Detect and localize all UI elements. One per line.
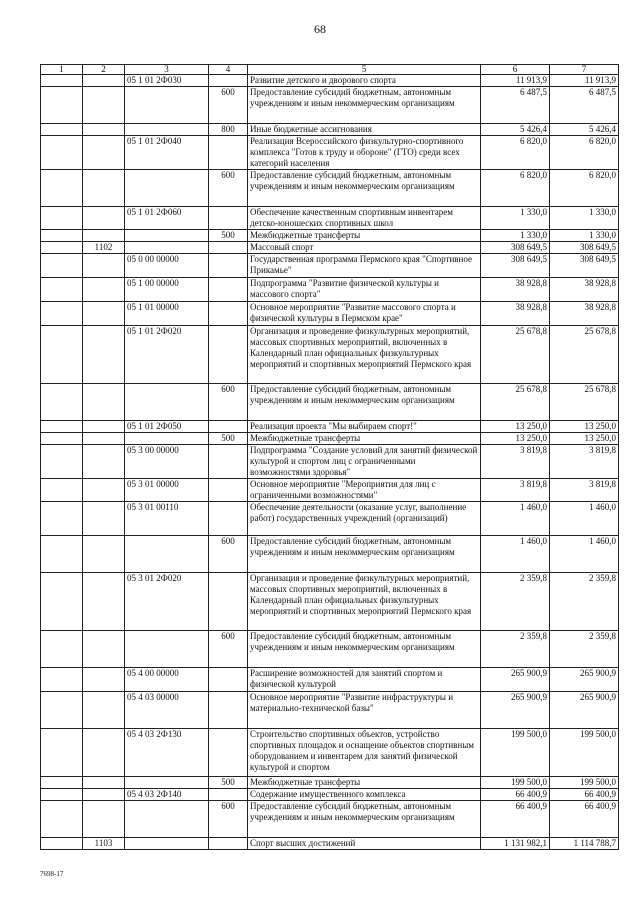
cell-subsection (83, 433, 125, 445)
cell-amount-2: 1 330,0 (550, 230, 619, 242)
cell-section (41, 479, 83, 502)
table-row (41, 326, 619, 384)
cell-amount-2: 6 820,0 (550, 170, 619, 207)
cell-amount-1: 5 426,4 (481, 124, 550, 136)
table-row (41, 421, 619, 433)
cell-expense-type: 800 (209, 124, 248, 136)
table-row (41, 631, 619, 668)
cell-amount-1: 308 649,5 (481, 242, 550, 254)
cell-amount-2: 1 460,0 (550, 536, 619, 573)
cell-target-article (125, 384, 209, 421)
cell-expense-type (209, 789, 248, 801)
cell-target-article (125, 777, 209, 789)
cell-subsection (83, 668, 125, 692)
cell-target-article: 05 3 01 00000 (125, 479, 209, 502)
cell-description: Основное мероприятие "Развитие массового спорта и физической культуры в Пермском крае" (248, 302, 481, 326)
cell-description: Обеспечение качественным спортивным инвентарем детско-юношеских спортивных школ (248, 207, 481, 230)
header-col-3: 3 (125, 65, 209, 75)
cell-target-article: 05 1 01 2Ф020 (125, 326, 209, 384)
cell-expense-type (209, 278, 248, 302)
cell-subsection: 1102 (83, 242, 125, 254)
cell-description: Межбюджетные трансферты (248, 230, 481, 242)
cell-target-article (125, 124, 209, 136)
cell-target-article (125, 242, 209, 254)
cell-expense-type (209, 242, 248, 254)
cell-amount-2: 1 330,0 (550, 207, 619, 230)
cell-amount-1: 265 900,9 (481, 692, 550, 729)
cell-target-article: 05 1 01 2Ф050 (125, 421, 209, 433)
cell-target-article (125, 230, 209, 242)
header-col-4: 4 (209, 65, 248, 75)
cell-amount-1: 6 487,5 (481, 87, 550, 124)
cell-expense-type: 600 (209, 87, 248, 124)
cell-target-article (125, 838, 209, 850)
table-row (41, 136, 619, 170)
cell-amount-1: 66 400,9 (481, 789, 550, 801)
cell-section (41, 124, 83, 136)
cell-description: Расширение возможностей для занятий спортом и физической культурой (248, 668, 481, 692)
cell-amount-1: 6 820,0 (481, 136, 550, 170)
cell-amount-1: 11 913,9 (481, 75, 550, 87)
table-row (41, 789, 619, 801)
cell-expense-type (209, 692, 248, 729)
cell-expense-type (209, 136, 248, 170)
cell-description: Развитие детского и дворового спорта (248, 75, 481, 87)
table-header-row (41, 65, 619, 75)
cell-amount-1: 25 678,8 (481, 384, 550, 421)
cell-amount-2: 265 900,9 (550, 692, 619, 729)
cell-subsection (83, 801, 125, 838)
cell-amount-1: 13 250,0 (481, 433, 550, 445)
cell-section (41, 421, 83, 433)
cell-section (41, 536, 83, 573)
cell-amount-2: 38 928,8 (550, 278, 619, 302)
cell-expense-type: 500 (209, 433, 248, 445)
cell-amount-1: 38 928,8 (481, 278, 550, 302)
cell-target-article: 05 1 01 2Ф040 (125, 136, 209, 170)
cell-expense-type: 500 (209, 777, 248, 789)
table-row (41, 479, 619, 502)
table-row (41, 692, 619, 729)
cell-target-article (125, 536, 209, 573)
cell-expense-type: 600 (209, 631, 248, 668)
cell-expense-type: 600 (209, 801, 248, 838)
cell-amount-2: 66 400,9 (550, 789, 619, 801)
table-row (41, 668, 619, 692)
table-row (41, 433, 619, 445)
table-row (41, 729, 619, 777)
cell-target-article: 05 3 00 00000 (125, 445, 209, 479)
cell-expense-type: 600 (209, 384, 248, 421)
cell-subsection (83, 421, 125, 433)
budget-table (40, 64, 619, 850)
cell-amount-2: 6 487,5 (550, 87, 619, 124)
cell-section (41, 207, 83, 230)
cell-description: Строительство спортивных объектов, устройство спортивных площадок и оснащение объектов спортивным оборудованием и инвентарем для занятий физической культурой и спортом (248, 729, 481, 777)
cell-target-article: 05 1 01 2Ф030 (125, 75, 209, 87)
cell-expense-type (209, 421, 248, 433)
cell-amount-2: 38 928,8 (550, 302, 619, 326)
table-row (41, 254, 619, 278)
cell-target-article: 05 1 01 2Ф060 (125, 207, 209, 230)
cell-section (41, 668, 83, 692)
cell-amount-1: 308 649,5 (481, 254, 550, 278)
header-col-6: 6 (481, 65, 550, 75)
cell-section (41, 278, 83, 302)
cell-amount-2: 3 819,8 (550, 479, 619, 502)
cell-description: Массовый спорт (248, 242, 481, 254)
table-row (41, 573, 619, 631)
cell-section (41, 326, 83, 384)
header-col-2: 2 (83, 65, 125, 75)
cell-amount-2: 1 460,0 (550, 502, 619, 536)
cell-section (41, 789, 83, 801)
cell-amount-2: 13 250,0 (550, 421, 619, 433)
header-col-1: 1 (41, 65, 83, 75)
cell-description: Предоставление субсидий бюджетным, автономным учреждениям и иным некоммерческим организациям (248, 384, 481, 421)
cell-amount-1: 1 460,0 (481, 536, 550, 573)
table-row (41, 230, 619, 242)
cell-description: Основное мероприятие "Развитие инфраструктуры и материально-технической базы" (248, 692, 481, 729)
cell-section (41, 75, 83, 87)
cell-description: Подпрограмма "Создание условий для занятий физической культурой и спортом лиц с ограниченными возможностями здоровья" (248, 445, 481, 479)
cell-description: Основное мероприятие "Мероприятия для лиц с ограниченными возможностями" (248, 479, 481, 502)
cell-section (41, 502, 83, 536)
cell-description: Содержание имущественного комплекса (248, 789, 481, 801)
table-row (41, 384, 619, 421)
cell-description: Подпрограмма "Развитие физической культуры и массового спорта" (248, 278, 481, 302)
cell-subsection (83, 230, 125, 242)
cell-amount-1: 1 330,0 (481, 207, 550, 230)
cell-amount-1: 2 359,8 (481, 573, 550, 631)
table-row (41, 777, 619, 789)
cell-amount-1: 13 250,0 (481, 421, 550, 433)
cell-section (41, 170, 83, 207)
cell-expense-type (209, 254, 248, 278)
cell-description: Межбюджетные трансферты (248, 777, 481, 789)
cell-target-article (125, 170, 209, 207)
cell-subsection (83, 631, 125, 668)
cell-subsection (83, 170, 125, 207)
cell-expense-type: 500 (209, 230, 248, 242)
cell-section (41, 242, 83, 254)
cell-amount-2: 5 426,4 (550, 124, 619, 136)
cell-subsection (83, 573, 125, 631)
cell-amount-1: 38 928,8 (481, 302, 550, 326)
cell-expense-type (209, 668, 248, 692)
cell-section (41, 230, 83, 242)
document-code: 7698-17 (40, 870, 64, 878)
cell-expense-type (209, 302, 248, 326)
cell-description: Спорт высших достижений (248, 838, 481, 850)
cell-section (41, 801, 83, 838)
cell-subsection (83, 278, 125, 302)
cell-expense-type (209, 573, 248, 631)
cell-target-article: 05 4 03 2Ф140 (125, 789, 209, 801)
cell-expense-type (209, 838, 248, 850)
cell-amount-1: 265 900,9 (481, 668, 550, 692)
header-col-7: 7 (550, 65, 619, 75)
table-row (41, 242, 619, 254)
cell-amount-2: 308 649,5 (550, 254, 619, 278)
table-row (41, 170, 619, 207)
cell-amount-2: 3 819,8 (550, 445, 619, 479)
cell-subsection (83, 729, 125, 777)
cell-subsection (83, 789, 125, 801)
cell-expense-type (209, 729, 248, 777)
cell-subsection (83, 777, 125, 789)
cell-expense-type (209, 207, 248, 230)
cell-expense-type (209, 326, 248, 384)
cell-amount-1: 199 500,0 (481, 777, 550, 789)
cell-subsection (83, 87, 125, 124)
cell-section (41, 838, 83, 850)
cell-description: Организация и проведение физкультурных мероприятий, массовых спортивных мероприятий, включенных в Календарный план официальных физкультурных мероприятий и спортивных мероприятий Пермского края (248, 573, 481, 631)
cell-subsection (83, 75, 125, 87)
cell-section (41, 777, 83, 789)
table-body (41, 75, 619, 850)
cell-amount-2: 199 500,0 (550, 777, 619, 789)
cell-amount-1: 1 131 982,1 (481, 838, 550, 850)
cell-expense-type (209, 479, 248, 502)
cell-amount-1: 1 460,0 (481, 502, 550, 536)
cell-subsection (83, 445, 125, 479)
cell-subsection: 1103 (83, 838, 125, 850)
cell-amount-1: 3 819,8 (481, 479, 550, 502)
cell-subsection (83, 124, 125, 136)
cell-section (41, 729, 83, 777)
cell-section (41, 631, 83, 668)
cell-target-article (125, 631, 209, 668)
cell-section (41, 433, 83, 445)
page-number: 68 (314, 22, 326, 36)
cell-amount-2: 1 114 788,7 (550, 838, 619, 850)
cell-section (41, 445, 83, 479)
cell-amount-1: 66 400,9 (481, 801, 550, 838)
cell-subsection (83, 479, 125, 502)
cell-amount-1: 199 500,0 (481, 729, 550, 777)
cell-target-article (125, 801, 209, 838)
cell-description: Реализация проекта "Мы выбираем спорт!" (248, 421, 481, 433)
cell-amount-2: 2 359,8 (550, 573, 619, 631)
cell-section (41, 136, 83, 170)
cell-target-article: 05 0 00 00000 (125, 254, 209, 278)
cell-target-article: 05 4 03 00000 (125, 692, 209, 729)
cell-subsection (83, 254, 125, 278)
cell-expense-type (209, 502, 248, 536)
cell-subsection (83, 302, 125, 326)
cell-subsection (83, 692, 125, 729)
cell-amount-2: 25 678,8 (550, 384, 619, 421)
cell-target-article: 05 3 01 00110 (125, 502, 209, 536)
cell-subsection (83, 207, 125, 230)
cell-description: Иные бюджетные ассигнования (248, 124, 481, 136)
cell-expense-type (209, 445, 248, 479)
cell-subsection (83, 136, 125, 170)
cell-target-article: 05 3 01 2Ф020 (125, 573, 209, 631)
cell-subsection (83, 326, 125, 384)
table-row (41, 278, 619, 302)
cell-amount-2: 11 913,9 (550, 75, 619, 87)
cell-description: Государственная программа Пермского края "Спортивное Прикамье" (248, 254, 481, 278)
cell-target-article: 05 1 01 00000 (125, 302, 209, 326)
cell-subsection (83, 502, 125, 536)
cell-expense-type (209, 75, 248, 87)
cell-section (41, 302, 83, 326)
cell-amount-2: 265 900,9 (550, 668, 619, 692)
header-col-5: 5 (248, 65, 481, 75)
cell-section (41, 573, 83, 631)
cell-expense-type: 600 (209, 170, 248, 207)
cell-amount-1: 3 819,8 (481, 445, 550, 479)
cell-section (41, 384, 83, 421)
cell-description: Предоставление субсидий бюджетным, автономным учреждениям и иным некоммерческим организациям (248, 801, 481, 838)
cell-subsection (83, 384, 125, 421)
cell-description: Предоставление субсидий бюджетным, автономным учреждениям и иным некоммерческим организациям (248, 87, 481, 124)
cell-expense-type: 600 (209, 536, 248, 573)
table-row (41, 838, 619, 850)
cell-description: Организация и проведение физкультурных мероприятий, массовых спортивных мероприятий, включенных в Календарный план официальных физкультурных мероприятий и спортивных мероприятий Пермского края (248, 326, 481, 384)
cell-target-article (125, 87, 209, 124)
cell-description: Межбюджетные трансферты (248, 433, 481, 445)
cell-description: Предоставление субсидий бюджетным, автономным учреждениям и иным некоммерческим организациям (248, 170, 481, 207)
cell-amount-1: 1 330,0 (481, 230, 550, 242)
table-row (41, 445, 619, 479)
cell-subsection (83, 536, 125, 573)
cell-amount-1: 2 359,8 (481, 631, 550, 668)
cell-description: Предоставление субсидий бюджетным, автономным учреждениям и иным некоммерческим организациям (248, 536, 481, 573)
cell-amount-2: 66 400,9 (550, 801, 619, 838)
cell-description: Предоставление субсидий бюджетным, автономным учреждениям и иным некоммерческим организациям (248, 631, 481, 668)
cell-description: Реализация Всероссийского физкультурно-спортивного комплекса "Готов к труду и обороне" (ГТО) среди всех категорий населения (248, 136, 481, 170)
cell-section (41, 692, 83, 729)
cell-amount-1: 6 820,0 (481, 170, 550, 207)
cell-amount-2: 199 500,0 (550, 729, 619, 777)
cell-target-article: 05 4 00 00000 (125, 668, 209, 692)
table-row (41, 502, 619, 536)
cell-target-article: 05 1 00 00000 (125, 278, 209, 302)
cell-amount-1: 25 678,8 (481, 326, 550, 384)
table-row (41, 124, 619, 136)
cell-amount-2: 25 678,8 (550, 326, 619, 384)
table-row (41, 87, 619, 124)
cell-amount-2: 308 649,5 (550, 242, 619, 254)
cell-section (41, 87, 83, 124)
table-row (41, 207, 619, 230)
table-row (41, 536, 619, 573)
cell-amount-2: 6 820,0 (550, 136, 619, 170)
cell-amount-2: 2 359,8 (550, 631, 619, 668)
cell-target-article: 05 4 03 2Ф130 (125, 729, 209, 777)
cell-description: Обеспечение деятельности (оказание услуг, выполнение работ) государственных учреждений (организаций) (248, 502, 481, 536)
cell-amount-2: 13 250,0 (550, 433, 619, 445)
table-row (41, 302, 619, 326)
table-row (41, 801, 619, 838)
cell-target-article (125, 433, 209, 445)
table-row (41, 75, 619, 87)
cell-section (41, 254, 83, 278)
